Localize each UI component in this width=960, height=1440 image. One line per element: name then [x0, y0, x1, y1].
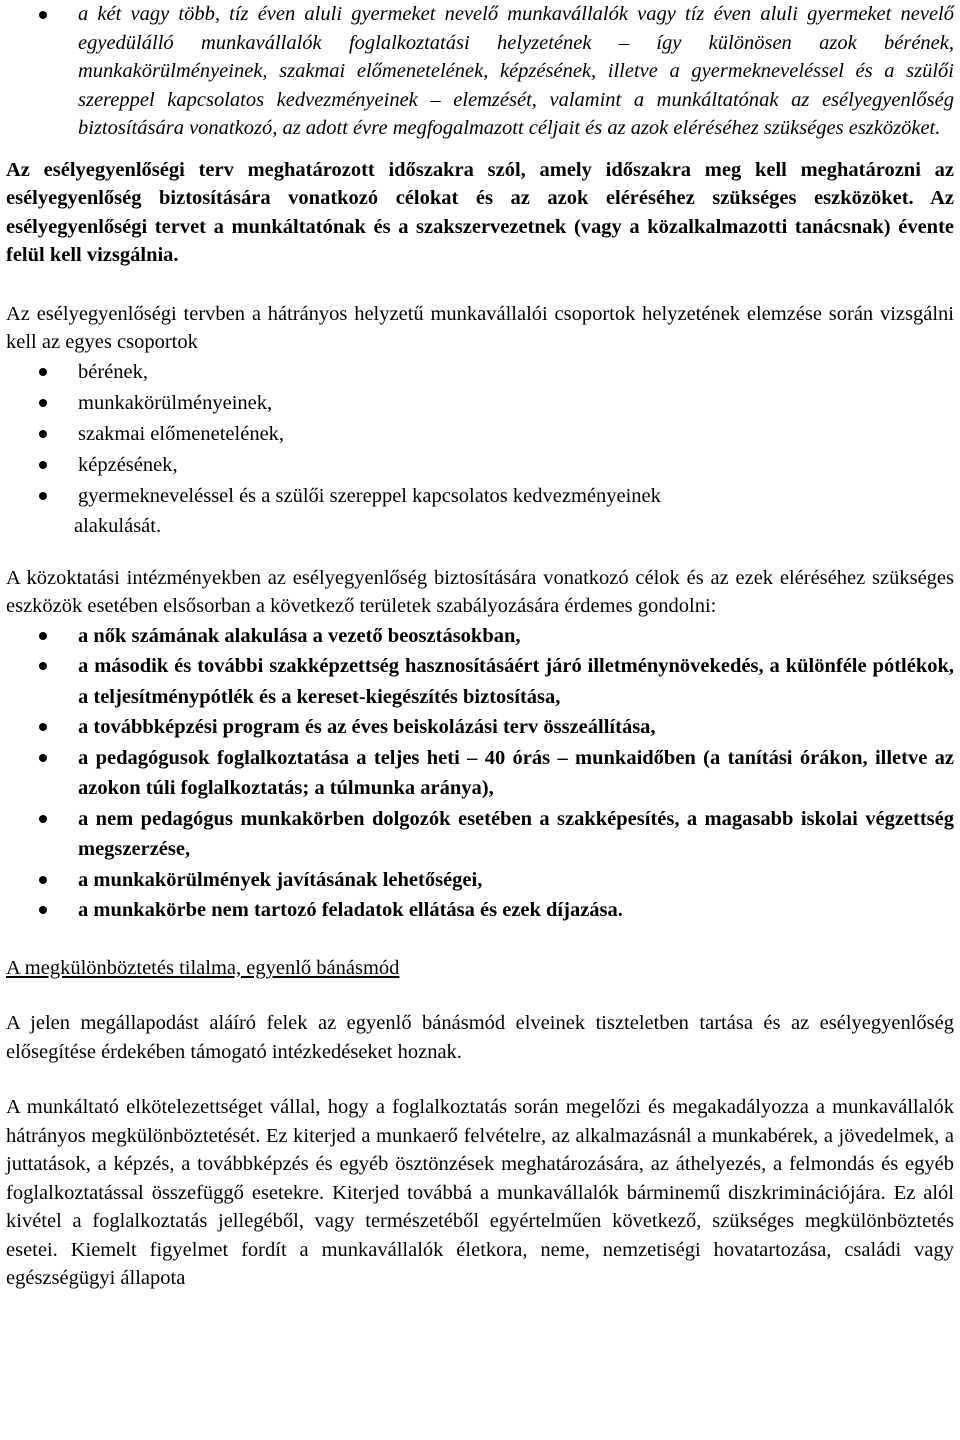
list-item-text: a pedagógusok foglalkoztatása a teljes heti – 40 órás – munkaidőben (a tanítási órákon, illetve az azokon túli foglalkoztatás; a túlmunka aránya), [78, 746, 954, 799]
list-item [6, 895, 954, 926]
bullet-icon [39, 723, 47, 731]
list-item-text: munkakörülményeinek, [78, 391, 273, 414]
list-item [6, 621, 954, 652]
bullet-icon [39, 399, 47, 407]
list-item-text: képzésének, [78, 453, 178, 476]
bullet-icon [39, 906, 47, 914]
list-item [6, 712, 954, 743]
list-item-text: a munkakörbe nem tartozó feladatok ellátása és ezek díjazása. [78, 899, 623, 921]
list-item-text: a nők számának alakulása a vezető beosztásokban, [78, 624, 521, 647]
bullet-icon [39, 461, 47, 469]
paragraph-text: Az esélyegyenlőségi terv meghatározott időszakra szól, amely időszakra meg kell meghatározni az esélyegyenlőség biztosítására vonatkozó célokat és az azok eléréséhez szükséges eszközöket. Az esélyegyenlőségi tervet a munkáltatónak és a szakszervezetnek (vagy a közalkalmazotti tanácsnak) évente felül kell vizsgálnia. [6, 158, 954, 266]
area-list [6, 621, 954, 926]
paragraph-text: A munkáltató elkötelezettséget vállal, hogy a foglalkoztatás során megelőzi és megakadályozza a munkavállalók hátrányos megkülönböztetését. Ez kiterjed a munkaerő felvételre, az alkalmazásnál a munkabérek, a jövedelmek, a juttatások, a képzés, a továbbképzés és egyéb ösztönzések meghatározására, az áthelyezés, a felmondás és egyéb foglalkoztatással összefüggő esetekre. Kiterjed továbbá a munkavállalók bárminemű diszkriminációjára. Ez alól kivétel a foglalkoztatás jellegéből, vagy természetéből egyértelműen következő, szükséges megkülönböztetés esetei. Kiemelt figyelmet fordít a munkavállalók életkora, neme, nemzetiségi hovatartozása, családi vagy egészségügyi állapota [6, 1096, 954, 1289]
paragraph-agreement [6, 1009, 954, 1066]
list-item-text: szakmai előmenetelének, [78, 422, 285, 445]
list-item-text: bérének, [78, 360, 148, 383]
list-tail-text: alakulását. [74, 514, 162, 537]
list-item [6, 357, 954, 388]
document-page [6, 0, 954, 1293]
list-item-text: a továbbképzési program és az éves beiskolázási terv összeállítása, [78, 716, 656, 738]
bullet-icon [39, 430, 47, 438]
list-item [6, 804, 954, 865]
list-item-text: a munkakörülmények javításának lehetőségei, [78, 868, 483, 891]
paragraph-employer [6, 1093, 954, 1293]
bullet-icon [39, 662, 47, 670]
list-item-text: a két vagy több, tíz éven aluli gyermeket nevelő munkavállalók vagy tíz éven aluli gyermeket nevelő egyedülálló munkavállalók foglalkoztatási helyzetének – így különösen azok bérének, munkakörülményeinek, szakmai előmenetelének, képzésének, illetve a gyermekneveléssel és a szülői szereppel kapcsolatos kedvezményeinek – elemzését, valamint a munkáltatónak az esélyegyenlőség biztosítására vonatkozó, az adott évre megfogalmazott céljait és az azok eléréséhez szükséges eszközöket. [78, 3, 954, 139]
bullet-icon [39, 815, 47, 823]
paragraph-text: Az esélyegyenlőségi tervben a hátrányos helyzetű munkavállalói csoportok helyzetének elemzése során vizsgálni kell az egyes csoportok [6, 302, 954, 353]
list-item-text: gyermekneveléssel és a szülői szereppel kapcsolatos kedvezményeinek [78, 484, 661, 507]
list-item [6, 0, 954, 143]
bullet-icon [39, 368, 47, 376]
list-item [6, 450, 954, 481]
list-item [6, 865, 954, 896]
list-item [6, 388, 954, 419]
paragraph-analysis [6, 300, 954, 357]
section-heading: A megkülönböztetés tilalma, egyenlő bánásmód [6, 956, 400, 979]
list-item [6, 651, 954, 712]
bullet-icon [39, 754, 47, 762]
bullet-icon [39, 632, 47, 640]
intro-list [6, 0, 954, 143]
bullet-icon [39, 876, 47, 884]
list-item [6, 419, 954, 450]
bullet-icon [39, 492, 47, 500]
group-list [6, 357, 954, 540]
list-item-text: a nem pedagógus munkakörben dolgozók esetében a szakképesítés, a magasabb iskolai végzettség megszerzése, [78, 807, 954, 860]
paragraph-plan-period [6, 156, 954, 270]
list-item [6, 481, 954, 512]
paragraph-text: A jelen megállapodást aláíró felek az egyenlő bánásmód elveinek tiszteletben tartása és az esélyegyenlőség elősegítése érdekében támogató intézkedéseket hoznak. [6, 1012, 954, 1063]
paragraph-text: A közoktatási intézményekben az esélyegyenlőség biztosítására vonatkozó célok és az ezek eléréséhez szükséges eszközök esetében elsősorban a következő területek szabályozására érdemes gondolni: [6, 566, 954, 617]
list-item [6, 743, 954, 804]
list-item-text: a második és további szakképzettség hasznosításáért járó illetménynövekedés, a különféle pótlékok, a teljesítménypótlék és a kereset-kiegészítés biztosítása, [78, 655, 954, 708]
paragraph-areas-intro [6, 564, 954, 621]
bullet-icon [39, 11, 47, 19]
